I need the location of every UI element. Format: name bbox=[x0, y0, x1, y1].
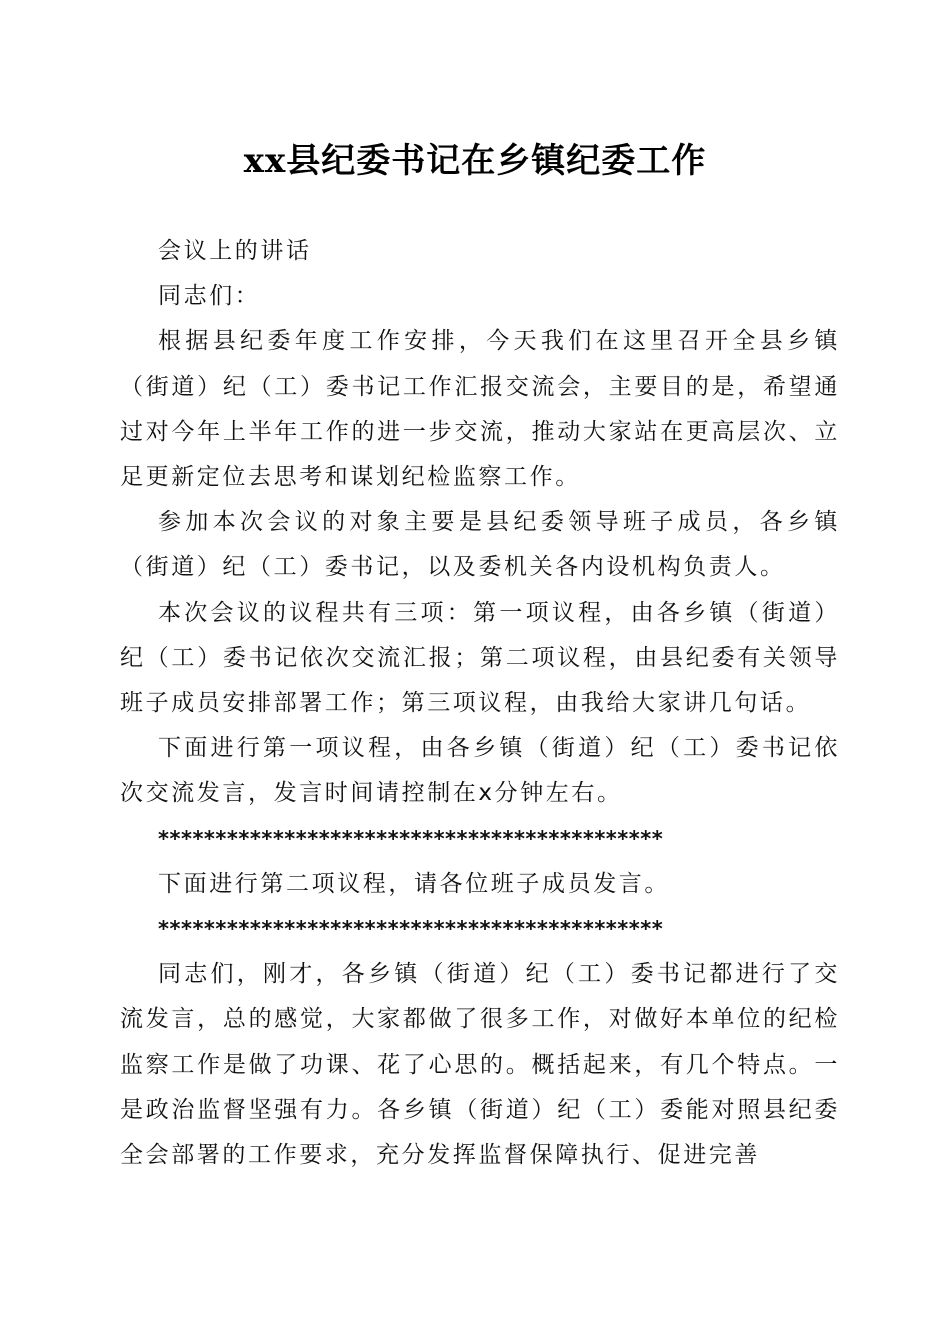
paragraph: 根据县纪委年度工作安排，今天我们在这里召开全县乡镇（街道）纪（工）委书记工作汇报交流会，主要目的是，希望通过对今年上半年工作的进一步交流，推动大家站在更高层次、立足更新定位去思考和谋划纪检监察工作。 bbox=[120, 328, 840, 491]
separator-line: ******************************************** bbox=[158, 826, 664, 851]
separator-line: ******************************************** bbox=[158, 917, 664, 942]
paragraph-salutation: 同志们： bbox=[158, 283, 261, 310]
paragraph: 参加本次会议的对象主要是县纪委领导班子成员，各乡镇（街道）纪（工）委书记，以及委机关各内设机构负责人。 bbox=[120, 509, 840, 581]
paragraph: 下面进行第一项议程，由各乡镇（街道）纪（工）委书记依次交流发言，发言时间请控制在x分钟左右。 bbox=[120, 735, 840, 807]
document-title: xx县纪委书记在乡镇纪委工作 bbox=[243, 141, 707, 181]
paragraph: 下面进行第二项议程，请各位班子成员发言。 bbox=[158, 870, 670, 897]
document-body bbox=[120, 229, 840, 1178]
paragraph: 同志们，刚才，各乡镇（街道）纪（工）委书记都进行了交流发言，总的感觉，大家都做了很多工作，对做好本单位的纪检监察工作是做了功课、花了心思的。概括起来，有几个特点。一是政治监督坚强有力。各乡镇（街道）纪（工）委能对照县纪委全会部署的工作要求，充分发挥监督保障执行、促进完善 bbox=[120, 961, 840, 1169]
paragraph: 本次会议的议程共有三项：第一项议程，由各乡镇（街道）纪（工）委书记依次交流汇报；第二项议程，由县纪委有关领导班子成员安排部署工作；第三项议程，由我给大家讲几句话。 bbox=[120, 599, 840, 717]
paragraph-subtitle: 会议上的讲话 bbox=[158, 238, 312, 264]
